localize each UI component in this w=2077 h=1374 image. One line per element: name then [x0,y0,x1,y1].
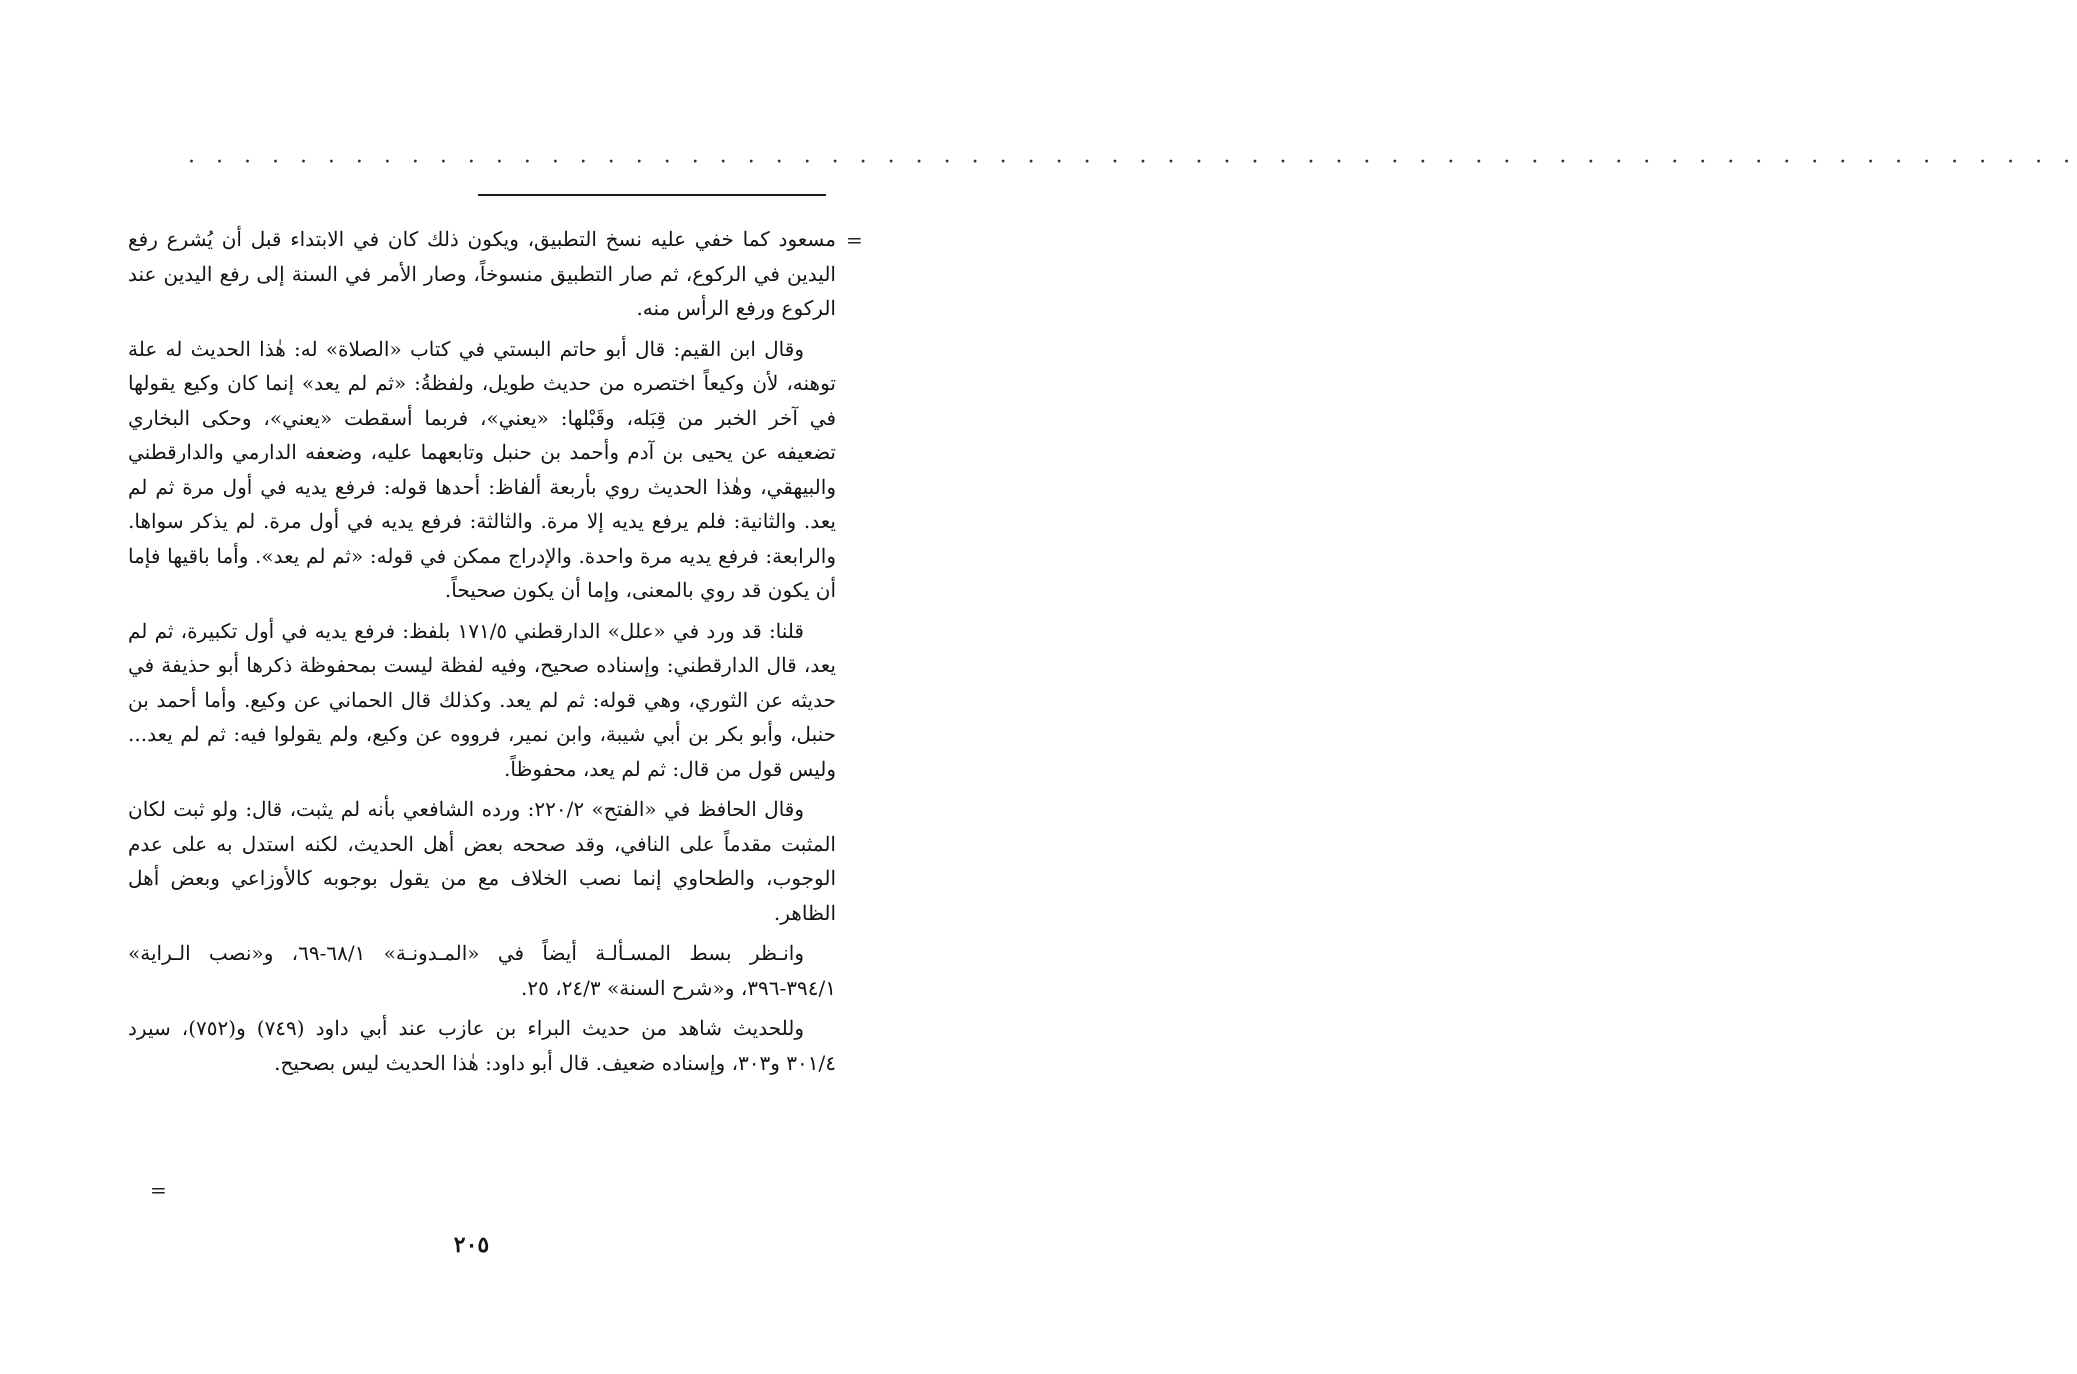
paragraph-3: قلنا: قد ورد في «علل» الدارقطني ١٧١/٥ بلفظ: فرفع يديه في أول تكبيرة، ثم لم يعد، قال الدارقطني: وإسناده صحيح، وفيه لفظة ليست بمحفوظة ذكرها أبو حذيفة في حديثه عن الثوري، وهي قوله: ثم لم يعد. وكذلك قال الحماني عن وكيع. وأما أحمد بن حنبل، وأبو بكر بن أبي شيبة، وابن نمير، فرووه عن وكيع، ولم يقولوا فيه: ثم لم يعد... وليس قول من قال: ثم لم يعد، محفوظاً. [128,618,836,781]
continuation-mark-bottom: = [150,1178,167,1202]
paragraph-6: وللحديث شاهد من حديث البراء بن عازب عند أبي داود (٧٤٩) و(٧٥٢)، سيرد ٣٠١/٤ و٣٠٣، وإسناده ضعيف. قال أبو داود: هٰذا الحديث ليس بصحيح. [128,1016,836,1075]
footnote-rule [478,194,826,196]
separator-dots: · · · · · · · · · · · · · · · · · · · · · · · · · · · · · · · · · · · · · · · · · · · · · · · · · · · · · · · · · · · · · · · · · · · · [188,150,2077,175]
paragraph-2: وقال ابن القيم: قال أبو حاتم البستي في كتاب «الصلاة» له: هٰذا الحديث له علة توهنه، لأن وكيعاً اختصره من حديث طويل، ولفظةُ: «ثم لم يعد» إنما كان وكيع يقولها في آخر الخبر من قِبَله، وقَبْلها: «يعني»، فربما أسقطت «يعني»، وحكى البخاري تضعيفه عن يحيى بن آدم وأحمد بن حنبل وتابعهما عليه، وضعفه الدارمي والدارقطني والبيهقي، وهٰذا الحديث روي بأربعة ألفاظ: أحدها قوله: فرفع يديه في أول مرة ثم لم يعد. والثانية: فلم يرفع يديه إلا مرة. والثالثة: فرفع يديه في أول مرة. لم يذكر سواها. والرابعة: فرفع يديه مرة واحدة. والإدراج ممكن في قوله: «ثم لم يعد». وأما باقيها فإما أن يكون قد روي بالمعنى، وإما أن يكون صحيحاً. [128,336,837,602]
continuation-mark-top: = [846,228,863,252]
paragraph-1: مسعود كما خفي عليه نسخ التطبيق، ويكون ذلك كان في الابتداء قبل أن يُشرع رفع اليدين في الركوع، ثم صار التطبيق منسوخاً، وصار الأمر في السنة إلى رفع اليدين عند الركوع ورفع الرأس منه. [128,227,836,320]
paragraph-5: وانـظر بسط المسـألـة أيضاً في «المـدونـة» ٦٨/١-٦٩، و«نصب الـراية» ٣٩٤/١-٣٩٦، و«شرح السنة» ٢٤/٣، ٢٥. [128,941,836,1000]
page-number: ٢٠٥ [453,1232,490,1258]
paragraph-4: وقال الحافظ في «الفتح» ٢٢٠/٢: ورده الشافعي بأنه لم يثبت، قال: ولو ثبت لكان المثبت مقدماً على النافي، وقد صححه بعض أهل الحديث، لكنه استدل به على عدم الوجوب، والطحاوي إنما نصب الخلاف مع من يقول بوجوبه كالأوزاعي وبعض أهل الظاهر. [128,797,836,925]
footnote-body [128,222,836,1086]
